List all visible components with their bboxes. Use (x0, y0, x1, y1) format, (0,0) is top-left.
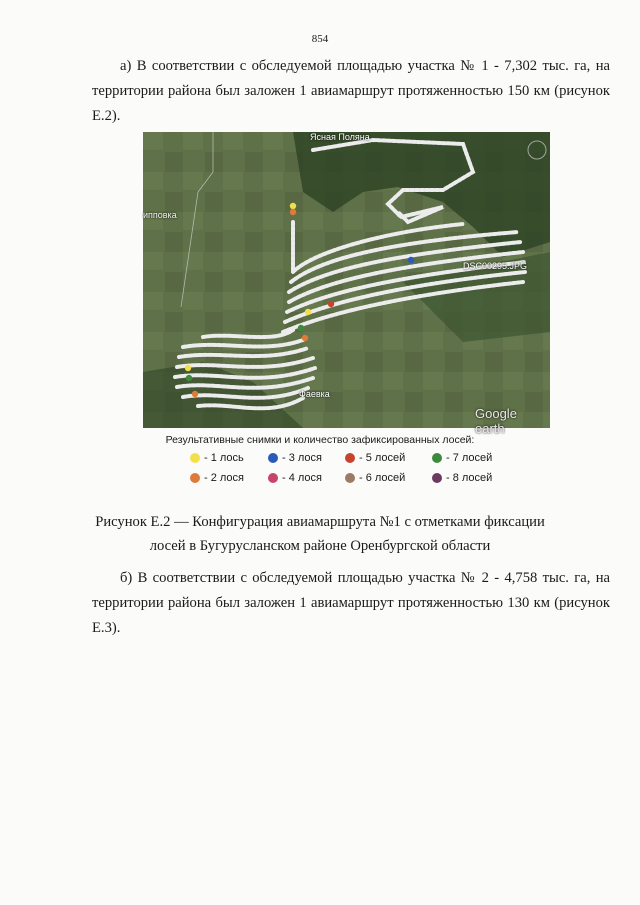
legend-label: - 8 лосей (446, 472, 493, 484)
paragraph-a (92, 54, 610, 129)
legend-item (432, 472, 492, 484)
legend-dot (432, 453, 442, 463)
satellite-map (143, 132, 550, 428)
legend-dot (345, 473, 355, 483)
legend-item (190, 452, 244, 464)
paragraph-b-text: б) В соответствии с обследуемой площадью участка № 2 - 4,758 тыс. га, на территории района был заложен 1 авиамаршрут протяженностью 130 км (рисунок Е.3). (92, 570, 610, 636)
moose-marker (186, 375, 192, 381)
legend-dot (268, 473, 278, 483)
moose-marker (298, 325, 304, 331)
legend-item (345, 472, 405, 484)
moose-marker (290, 203, 296, 209)
route-map-figure (143, 132, 550, 436)
moose-marker (185, 365, 191, 371)
legend-dot (345, 453, 355, 463)
legend-item (190, 472, 244, 484)
map-label-village-bottom: Фаевка (299, 389, 330, 399)
paragraph-a-text: а) В соответствии с обследуемой площадью участка № 1 - 7,302 тыс. га, на территории района был заложен 1 авиамаршрут протяженностью 150 км (рисунок Е.2). (92, 58, 610, 124)
paragraph-b (92, 566, 610, 641)
moose-marker (328, 301, 334, 307)
moose-marker (192, 391, 198, 397)
moose-marker (302, 335, 308, 341)
map-label-village-top: Ясная Поляна (310, 132, 370, 142)
legend-label: - 3 лося (282, 452, 323, 464)
legend-label: - 5 лосей (359, 452, 406, 464)
figure-caption-line-2: лосей в Бугурусланском районе Оренбургской области (149, 538, 491, 554)
map-label-photo: DSC00295.JPG (463, 261, 528, 271)
google-earth-watermark: Google earth (475, 406, 517, 436)
moose-marker (408, 257, 414, 263)
map-label-village-left: ипповка (143, 210, 177, 220)
legend-item (345, 452, 405, 464)
legend-dot (268, 453, 278, 463)
legend-label: - 2 лося (204, 472, 245, 484)
figure-caption-line-1: Рисунок Е.2 — Конфигурация авиамаршрута №1 с отметками фиксации (95, 514, 545, 530)
legend-dot (190, 473, 200, 483)
legend-label: - 7 лосей (446, 452, 493, 464)
legend-item (268, 472, 322, 484)
legend-dot (432, 473, 442, 483)
moose-marker (290, 209, 296, 215)
legend-item (268, 452, 322, 464)
moose-marker (305, 309, 311, 315)
legend-label: - 1 лось (204, 452, 244, 464)
legend-item (432, 452, 492, 464)
legend-label: - 6 лосей (359, 472, 406, 484)
legend-title: Результативные снимки и количество зафиксированных лосей: (165, 434, 475, 446)
page-number: 854 (311, 33, 329, 45)
legend-label: - 4 лося (282, 472, 323, 484)
legend-dot (190, 453, 200, 463)
